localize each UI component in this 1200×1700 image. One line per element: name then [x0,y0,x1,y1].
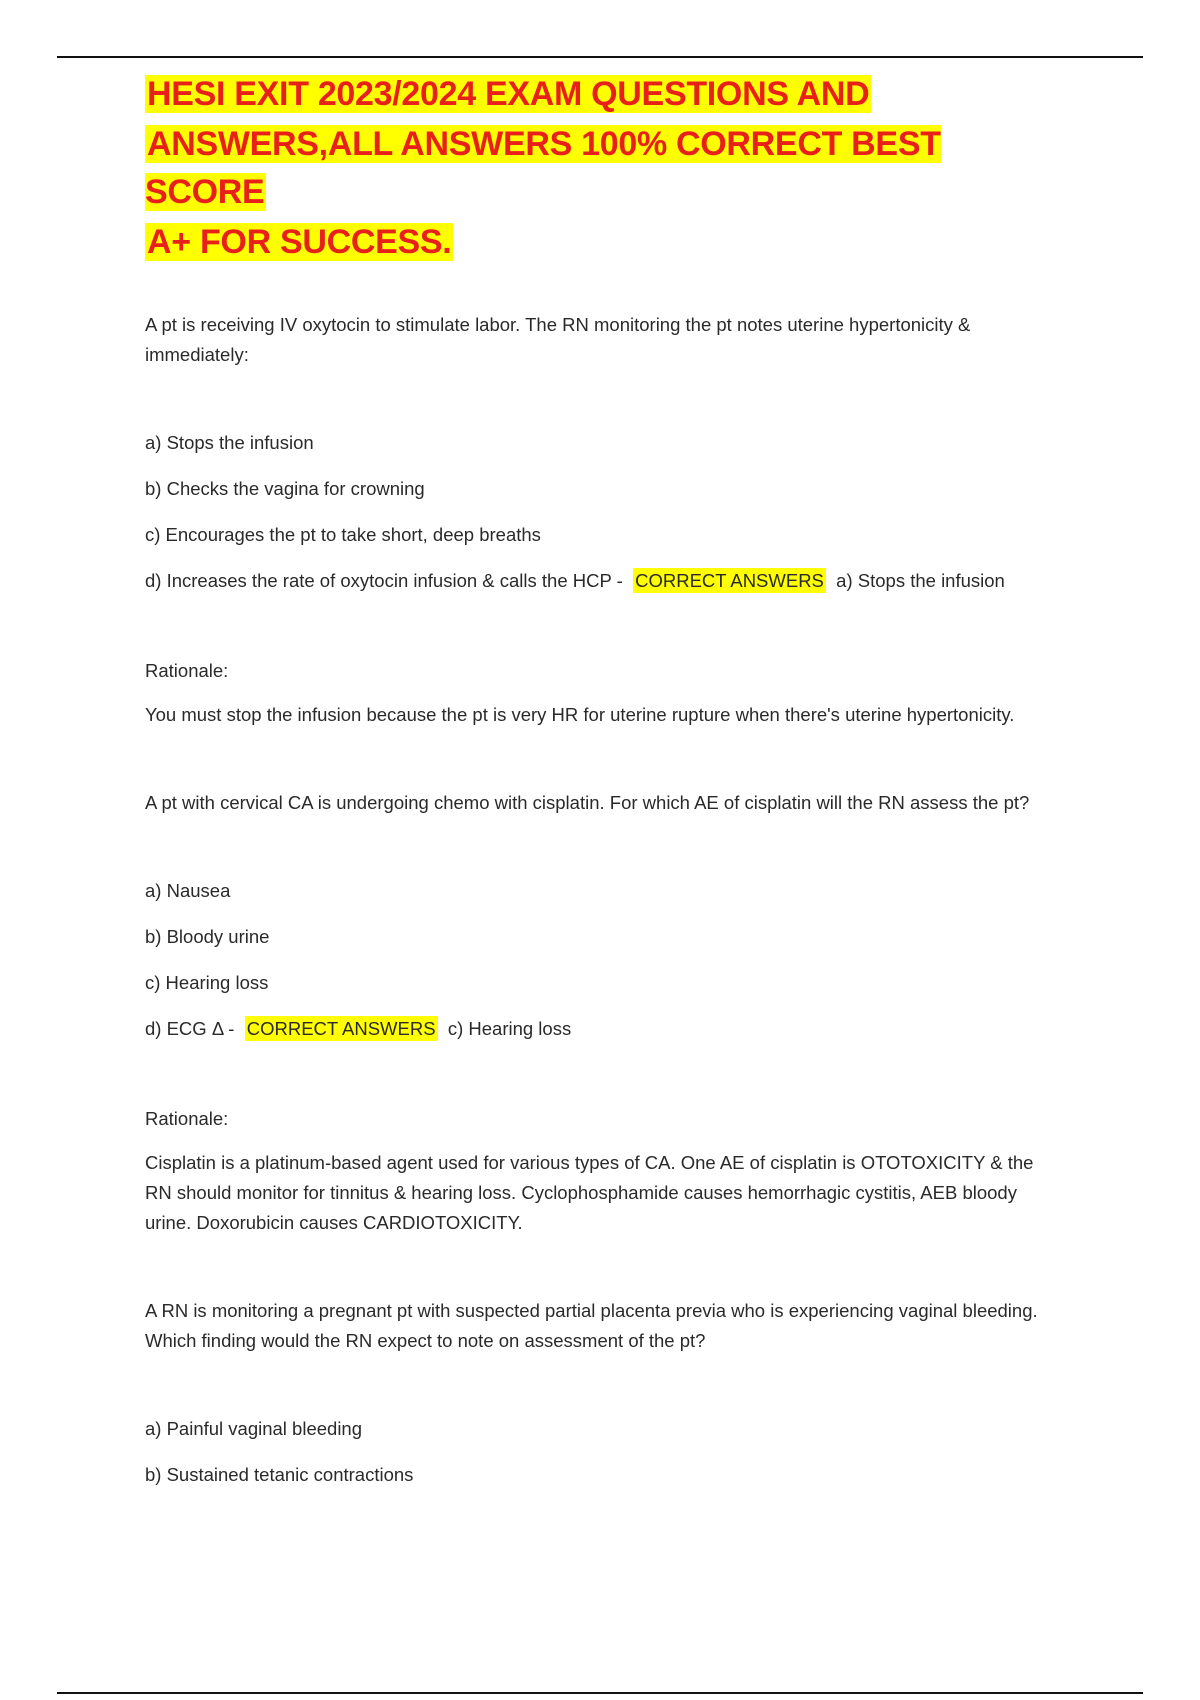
question-2-option-d [145,1014,1065,1044]
question-2-option-d-text: d) ECG Δ - [145,1018,235,1039]
document-body [145,70,1065,1490]
question-2-option-a: a) Nausea [145,880,231,901]
question-2-rationale-label: Rationale: [145,1108,229,1129]
correct-answers-badge: CORRECT ANSWERS [246,1018,436,1039]
question-1-option-c: c) Encourages the pt to take short, deep breaths [145,524,541,545]
question-1-option-d [145,566,1065,596]
question-2-stem: A pt with cervical CA is undergoing chemo with cisplatin. For which AE of cisplatin will the RN assess the pt? [145,792,1030,813]
question-1-stem: A pt is receiving IV oxytocin to stimulate labor. The RN monitoring the pt notes uterine hypertonicity & immediately: [145,314,971,365]
question-1-option-d-text: d) Increases the rate of oxytocin infusion & calls the HCP - [145,570,623,591]
question-3-stem: A RN is monitoring a pregnant pt with suspected partial placenta previa who is experiencing vaginal bleeding. Which finding would the RN expect to note on assessment of the pt? [145,1300,1038,1351]
question-1-option-a: a) Stops the infusion [145,432,314,453]
question-3-option-b: b) Sustained tetanic contractions [145,1464,414,1485]
title-line-1: HESI EXIT 2023/2024 EXAM QUESTIONS AND [147,75,870,113]
title-line-2: ANSWERS,ALL ANSWERS 100% CORRECT BEST SCORE [145,125,941,211]
question-3-option-a: a) Painful vaginal bleeding [145,1418,363,1439]
question-2-rationale: Cisplatin is a platinum-based agent used for various types of CA. One AE of cisplatin is OTOTOXICITY & the RN should monitor for tinnitus & hearing loss. Cyclophosphamide causes hemorrhagic cystitis, AEB bloody urine. Doxorubicin causes CARDIOTOXICITY. [145,1152,1034,1233]
top-rule [57,56,1143,58]
question-2-answer: c) Hearing loss [447,1018,572,1039]
title-line-3: A+ FOR SUCCESS. [147,223,452,261]
question-2-option-b: b) Bloody urine [145,926,270,947]
document-title [145,70,1065,266]
question-1-rationale-label: Rationale: [145,660,229,681]
bottom-rule [57,1692,1143,1694]
correct-answers-badge: CORRECT ANSWERS [635,570,824,591]
question-1-option-b: b) Checks the vagina for crowning [145,478,425,499]
question-1-rationale: You must stop the infusion because the pt is very HR for uterine rupture when there's uterine hypertonicity. [145,704,1015,725]
question-2-option-c: c) Hearing loss [145,972,269,993]
question-1-answer: a) Stops the infusion [836,570,1005,591]
